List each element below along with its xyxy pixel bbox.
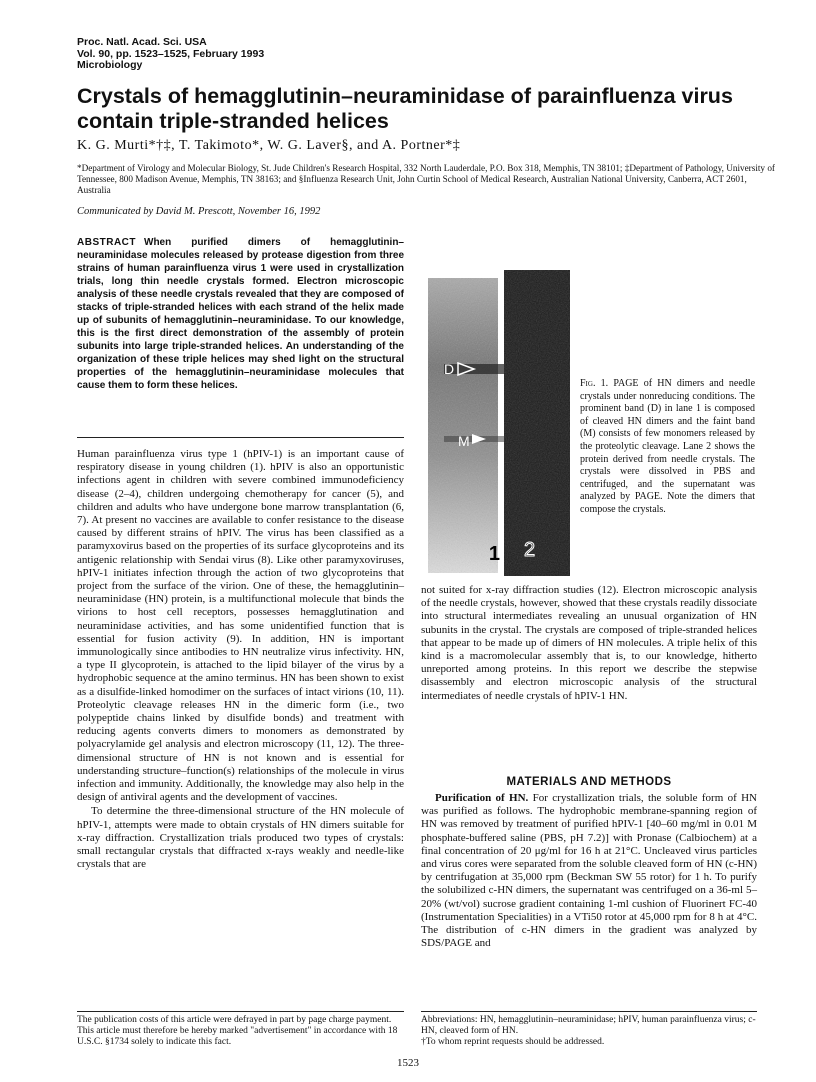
- intro-paragraph-continued: not suited for x-ray diffraction studies (12). Electron microscopic analysis of the needle crystals, however, showed that these crystals readily dissociate into structural intermediates revealing an unusual organization of HN subunits in the crystal. The crystals are composed of triple-stranded helices that appear to be made up of dimers of HN molecules. A triple helix of this kind is a macromolecular assembly that is, to our knowledge, hitherto unreported among proteins. In this report we describe the stepwise disassembly and electron microscopic analysis of the structural intermediates of needle crystals of hPIV-1 HN.: [421, 584, 757, 702]
- journal-name: Proc. Natl. Acad. Sci. USA: [77, 36, 207, 48]
- figure-caption-text: PAGE of HN dimers and needle crystals under nonreducing conditions. The prominent band (D) in lane 1 is composed of cleaved HN dimers and the faint band (M) consists of few monomers released by the proteolytic cleavage. Lane 2 shows the protein derived from needle crystals. The crystals were dissolved in PBS and centrifuged, and the supernatant was analyzed by PAGE. Note the dimers that compose the crystals.: [580, 378, 756, 515]
- footnotes-right: [421, 1015, 757, 1049]
- band-m-label: M: [458, 433, 470, 449]
- methods-section: [421, 792, 757, 950]
- journal-header: [77, 37, 264, 72]
- journal-section: Microbiology: [77, 59, 143, 71]
- lane-1-label: 1: [488, 543, 500, 565]
- communicated-by: Communicated by David M. Prescott, November 16, 1992: [77, 206, 321, 217]
- gel-figure: [424, 268, 574, 578]
- intro-right-column: [421, 584, 757, 703]
- methods-text: For crystallization trials, the soluble form of HN was purified as follows. The hydrophobic membrane-spanning region of HN was removed by treatment of purified hPIV-1 [40–60 mg/ml in 0.01 M phosphate-buffered saline (PBS, pH 7.2)] with Pronase (Calbiochem) at a final concentration of 20 μg/ml for 16 h at 21°C. Uncleaved virus particles and virus cores were separated from the soluble cleaved form of HN (c-HN) by centrifugation at 35,000 rpm (Beckman SW 55 rotor) for 1 h. To purify the solubilized c-HN dimers, the supernatant was centrifuged on a 36-ml 5–20% (wt/vol) sucrose gradient containing 1-ml cushion of Fluorinert FC-40 (Instrumentation Specialities) in a VTi50 rotor at 45,000 rpm for 8 h at 4°C. The distribution of c-HN dimers in the gradient was analyzed by SDS/PAGE and: [421, 792, 758, 950]
- abbreviations-note: Abbreviations: HN, hemagglutinin–neuraminidase; hPIV, human parainfluenza virus; c-HN, cleaved form of HN.: [421, 1015, 756, 1037]
- footnote-divider-left: [77, 1011, 404, 1012]
- footnote-divider-right: [421, 1011, 757, 1012]
- article-title: Crystals of hemagglutinin–neuraminidase of parainfluenza virus contain triple-stranded helices: [77, 84, 733, 133]
- journal-volume: Vol. 90, pp. 1523–1525, February 1993: [77, 47, 265, 60]
- abstract-divider: [77, 437, 404, 438]
- abstract-label: ABSTRACT: [77, 237, 136, 248]
- band-d-label: D: [444, 361, 455, 377]
- intro-paragraph-1: Human parainfluenza virus type 1 (hPIV-1) is an important cause of respiratory disease in young children (1). hPIV is also an opportunistic infections agent in children with severe combined immunodeficiency disease (2–4), children undergoing chemotherapy for cancer (5), and children and adults who have undergone bone marrow transplantation (6, 7). At present no vaccines are available to confer resistance to the disease caused by different strains of hPIV. The virus has been classified as a paramyxovirus based on the properties of its surface glycoproteins and its antigenic relationship with Sendai virus (8). Like other paramyxoviruses, hPIV-1 initiates infection through the action of two glycoproteins that project from the surface of the virion. One of these, the hemagglutinin–neuraminidase (HN) protein, is a multifunctional molecule that binds the virions to host cell receptors, possesses hemagglutination and neuraminidase activities, and has some unidentified function that is essential for fusion activity (9). In addition, HN is important immunologically since antibodies to HN neutralize virus infectivity. HN, a type II glycoprotein, is attached to the lipid bilayer of the virus by a hydrophobic sequence at the amino terminus. HN has been shown to exist as a disulfide-linked homodimer on the surfaces of intact virions (10, 11). Proteolytic cleavage releases HN in the dimeric form (i.e., two polypeptide chains linked by disulfide bonds) and treatment with reducing agents converts dimers to monomers as demonstrated by polyacrylamide gel analysis and electron microscopy (11, 12). The three-dimensional structure of HN is not known and is essential for understanding structure–function(s) relationships of the molecule in virus infection and immunity. Additionally, the knowledge may also help in the design of antiviral agents and the development of vaccines.: [77, 448, 404, 804]
- abstract: [77, 236, 404, 392]
- intro-left-column: [77, 448, 404, 872]
- lane-2-label: 2: [524, 539, 536, 561]
- gel-image: [424, 268, 574, 578]
- publication-cost-note: The publication costs of this article were defrayed in part by page charge payment. This article must therefore be hereby marked "advertisement" in accordance with 18 U.S.C. §1734 solely to indicate this fact.: [77, 1015, 398, 1048]
- methods-heading: MATERIALS AND METHODS: [506, 776, 672, 788]
- author-list: K. G. Murti*†‡, T. Takimoto*, W. G. Laver§, and A. Portner*‡: [77, 138, 461, 153]
- figure-caption-label: Fig. 1.: [580, 378, 609, 389]
- figure-caption: [580, 378, 755, 517]
- page-number: 1523: [397, 1057, 419, 1069]
- methods-subheading: Purification of HN.: [435, 792, 529, 804]
- affiliations: *Department of Virology and Molecular Biology, St. Jude Children's Research Hospital, 332 North Lauderdale, P.O. Box 318, Memphis, TN 38101; ‡Department of Pathology, University of Tennessee, 800 Madison Avenue, Memphis, TN 38163; and §Influenza Research Unit, John Curtin School of Medical Research, Australian National University, Canberra, ACT 2601, Australia: [77, 163, 775, 195]
- intro-paragraph-2: To determine the three-dimensional structure of the HN molecule of hPIV-1, attempts were made to obtain crystals of HN dimers suitable for x-ray diffraction. Crystallization trials produced two types of crystals: small rectangular crystals that diffracted x-rays weakly and needle-like crystals that are: [77, 805, 404, 871]
- abstract-text: When purified dimers of hemagglutinin–neuraminidase molecules released by protease digestion from three strains of human parainfluenza virus 1 were used in crystallization trials, long thin needle crystals formed. Electron microscopic analysis of these needle crystals revealed that they are composed of stacks of triple-stranded helices with each strand of the helix made up of subunits of hemagglutinin–neuraminidase. To our knowledge, this is the first direct demonstration of the assembly of protein subunits into large triple-stranded helices. An understanding of the organization of these triple helices may shed light on the structural properties of the hemagglutinin–neuraminidase molecules that cause them to form these helices.: [77, 237, 404, 391]
- reprint-note: †To whom reprint requests should be addressed.: [421, 1037, 605, 1048]
